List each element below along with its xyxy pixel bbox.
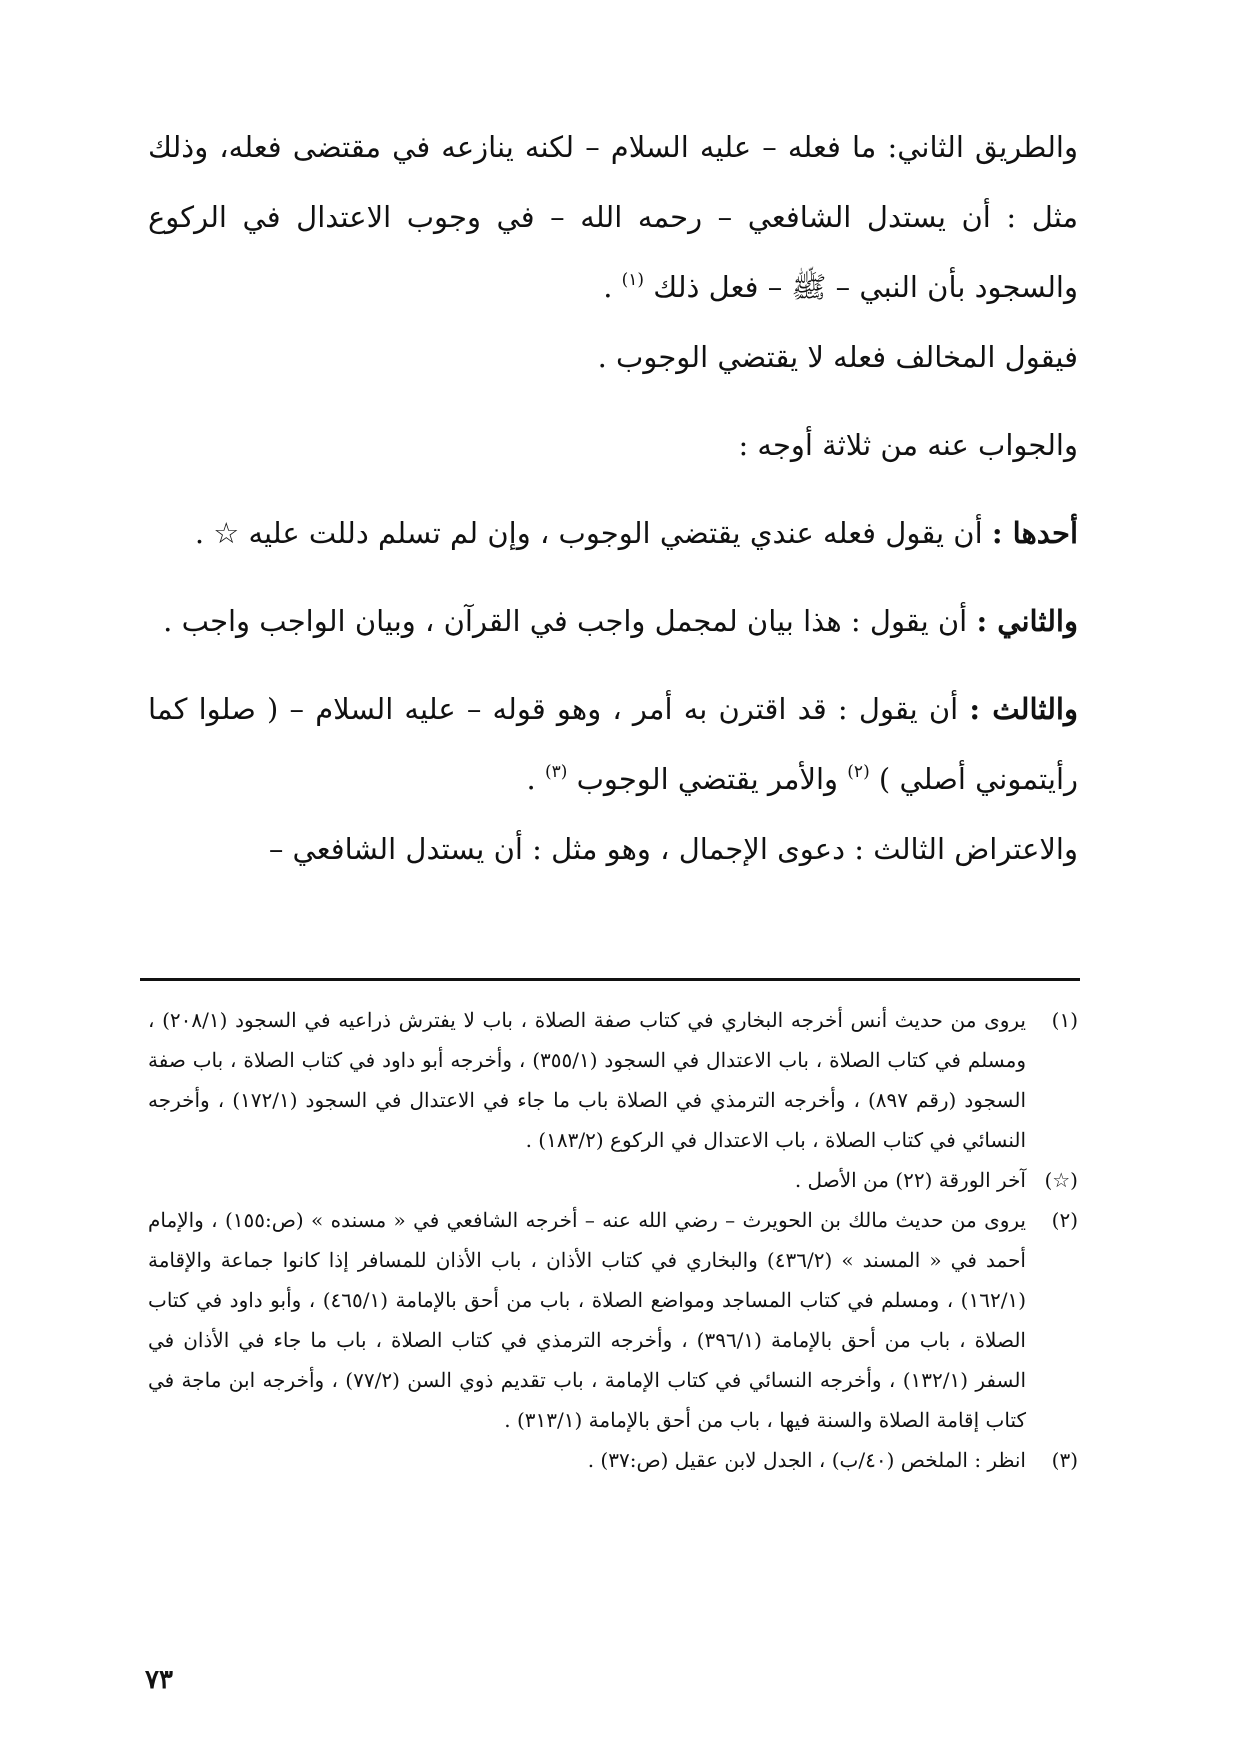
paragraph [148,814,1078,884]
paragraph [148,112,1078,322]
paragraph [148,586,1078,656]
footnotes [148,1000,1078,1480]
footnote-mark: (٢) [1051,1208,1078,1232]
page-number: ٧٣ [145,1665,173,1695]
footnote [148,1200,1078,1440]
paragraph-tail: . [603,270,613,304]
paragraph-text: أن يقول : هذا بيان لمجمل واجب في القرآن ، وبيان الواجب واجب . [163,604,968,638]
paragraph-text: والاعتراض الثالث : دعوى الإجمال ، وهو مثل : أن يستدل الشافعي – [268,832,1078,866]
paragraph-lead: والثاني : [976,604,1078,638]
paragraph-text: فيقول المخالف فعله لا يقتضي الوجوب . [597,340,1078,374]
footnote-text: يروى من حديث أنس أخرجه البخاري في كتاب صفة الصلاة ، باب لا يفترش ذراعيه في السجود (٢٠٨/١) ، ومسلم في كتاب الصلاة ، باب الاعتدال في السجود (٣٥٥/١) ، وأخرجه أبو داود في كتاب الصلاة ، باب صفة السجود (رقم ٨٩٧) ، وأخرجه الترمذي في الصلاة باب ما جاء في الاعتدال في السجود (١٧٢/١) ، وأخرجه النسائي في كتاب الصلاة ، باب الاعتدال في الركوع (١٨٣/٢) . [148,1008,1026,1152]
paragraph-text: والجواب عنه من ثلاثة أوجه : [738,428,1078,462]
paragraph [148,322,1078,392]
paragraph-lead: أحدها : [991,516,1078,550]
footnote-mark: (١) [1051,1008,1078,1032]
footnote-ref: (١) [621,270,645,290]
paragraph-lead: والثالث : [969,692,1078,726]
footnote [148,1160,1078,1200]
paragraph [148,498,1078,568]
footnote [148,1440,1078,1480]
footnote-ref: (٢) [847,762,870,782]
paragraph-tail: والأمر يقتضي الوجوب [576,762,839,796]
main-text [148,112,1078,884]
paragraph-text: أن يقول فعله عندي يقتضي الوجوب ، وإن لم تسلم دللت عليه ☆ . [194,516,983,550]
paragraph-text: أن يقول : قد اقترن به أمر ، وهو قوله – عليه السلام – ( صلوا كما رأيتموني أصلي ) [148,692,1078,796]
footnote-text: يروى من حديث مالك بن الحويرث – رضي الله عنه – أخرجه الشافعي في « مسنده » (ص:١٥٥) ، والإمام أحمد في « المسند » (٤٣٦/٢) والبخاري في كتاب الأذان ، باب الأذان للمسافر إذا كانوا جماعة والإقامة (١٦٢/١) ، ومسلم في كتاب المساجد ومواضع الصلاة ، باب من أحق بالإمامة (٤٦٥/١) ، وأبو داود في كتاب الصلاة ، باب من أحق بالإمامة (٣٩٦/١) ، وأخرجه الترمذي في كتاب الصلاة ، باب ما جاء في الأذان في السفر (١٣٢/١) ، وأخرجه النسائي في كتاب الإمامة ، باب تقديم ذوي السن (٧٧/٢) ، وأخرجه ابن ماجة في كتاب إقامة الصلاة والسنة فيها ، باب من أحق بالإمامة (٣١٣/١) . [148,1208,1026,1432]
footnote-ref: (٣) [544,762,568,782]
footnote [148,1000,1078,1160]
footnote-mark: (٣) [1051,1448,1078,1472]
paragraph [148,674,1078,814]
footnote-text: انظر : الملخص (٤٠/ب) ، الجدل لابن عقيل (ص:٣٧) . [587,1448,1026,1472]
paragraph [148,410,1078,480]
footnote-divider [140,978,1080,981]
paragraph-text: والطريق الثاني: ما فعله – عليه السلام – لكنه ينازعه في مقتضى فعله، وذلك مثل : أن يستدل الشافعي – رحمه الله – في وجوب الاعتدال في الركوع والسجود بأن النبي – ﷺ – فعل ذلك [148,130,1078,304]
footnote-text: آخر الورقة (٢٢) من الأصل . [794,1168,1026,1192]
paragraph-tail: . [526,762,536,796]
footnote-mark: (☆) [1044,1168,1078,1192]
